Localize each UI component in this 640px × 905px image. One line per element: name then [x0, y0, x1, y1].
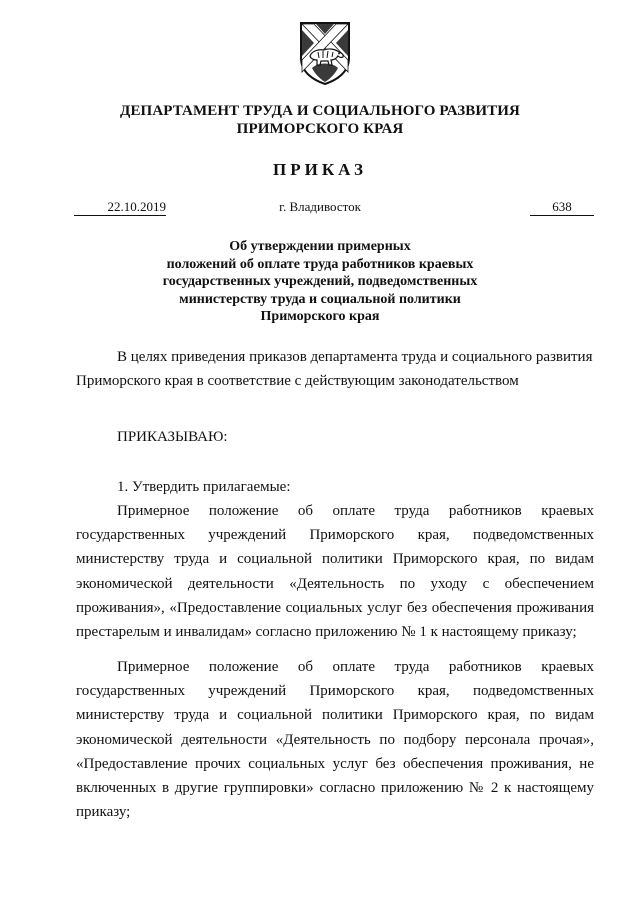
subject-line: государственных учреждений, подведомственных [162, 274, 478, 289]
document-date: 22.10.2019 [74, 199, 166, 216]
paragraph-line: включенных в другие группировки» согласно приложению № 2 к настоящему [76, 779, 594, 796]
organization-name-line1: ДЕПАРТАМЕНТ ТРУДА И СОЦИАЛЬНОГО РАЗВИТИЯ [120, 103, 520, 119]
subject-line: Приморского края [260, 309, 380, 324]
paragraph-line: Приморского края в соответствие с действующим законодательством [76, 373, 519, 390]
document-number: 638 [530, 199, 594, 216]
subject-line: положений об оплате труда работников краевых [166, 256, 474, 272]
paragraph-2 [76, 655, 594, 824]
item-1 [76, 475, 594, 499]
paragraph-line: министерству труда и социальной политики Приморского края, по видам [76, 707, 594, 724]
paragraph-line: Примерное положение об оплате труда работников краевых [117, 503, 594, 519]
coat-of-arms-icon [298, 20, 352, 86]
paragraph-line: экономической деятельности «Деятельность по уходу с обеспечением [76, 575, 594, 592]
intro-paragraph [76, 345, 594, 393]
paragraph-line: государственных учреждений Приморского края, подведомственных [76, 527, 594, 544]
paragraph-line: приказу; [76, 804, 131, 821]
paragraph-line: престарелым и инвалидам» согласно приложению № 1 к настоящему приказу; [76, 623, 577, 640]
paragraph-line: В целях приведения приказов департамента труда и социального развития [117, 349, 593, 365]
paragraph-line: «Предоставление прочих социальных услуг без обеспечения проживания, не [76, 755, 594, 772]
paragraph-1 [76, 499, 594, 644]
document-subject [0, 238, 640, 326]
subject-line: министерству труда и социальной политики [179, 291, 461, 307]
organization-name-line2: ПРИМОРСКОГО КРАЯ [236, 121, 404, 137]
paragraph-line: проживания», «Предоставление социальных услуг без обеспечения проживания [76, 599, 594, 616]
order-word-text: ПРИКАЗЫВАЮ: [117, 429, 228, 445]
document-city: г. Владивосток [279, 199, 361, 214]
order-word [76, 425, 594, 449]
paragraph-line: министерству труда и социальной политики Приморского края, по видам [76, 551, 594, 568]
paragraph-line: Примерное положение об оплате труда работников краевых [117, 659, 594, 675]
paragraph-line: государственных учреждений Приморского края, подведомственных [76, 683, 594, 700]
document-type-title: ПРИКАЗ [273, 160, 367, 179]
subject-line: Об утверждении примерных [229, 239, 411, 254]
paragraph-line: экономической деятельности «Деятельность по подбору персонала прочая», [76, 731, 594, 748]
item-1-text: 1. Утвердить прилагаемые: [117, 479, 291, 495]
